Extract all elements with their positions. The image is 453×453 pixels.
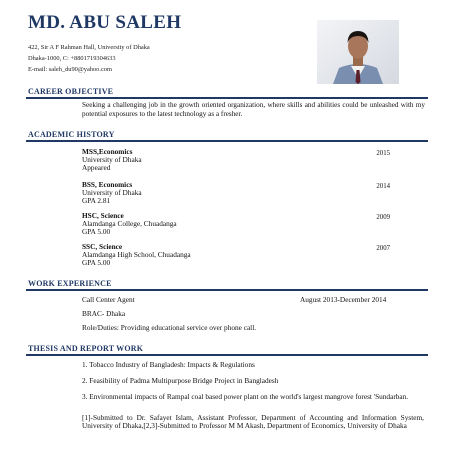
year: 2009 [376, 214, 390, 221]
career-objective-text: Seeking a challenging job in the growth oriented organization, where skills and abilities could be unleashed with my potential exposures to the latest technology as a fresher. [82, 101, 425, 118]
thesis-item: 1. Tobacco Industry of Bangladesh: Impacts & Regulations [82, 360, 255, 369]
year: 2015 [376, 150, 390, 157]
degree: BSS, Economics [82, 180, 133, 189]
result: GPA 5.00 [82, 258, 111, 268]
job-period: August 2013-December 2014 [300, 295, 387, 304]
education-entry [82, 243, 412, 268]
year: 2014 [376, 183, 390, 190]
institution: University of Dhaka [82, 155, 142, 165]
work-experience-heading: WORK EXPERIENCE [28, 279, 112, 288]
degree: MSS,Economics [82, 147, 133, 156]
profile-photo [317, 20, 399, 84]
career-objective-heading: CAREER OBJECTIVE [28, 87, 114, 96]
section-divider [26, 354, 428, 356]
institution: University of Dhaka [82, 188, 142, 198]
year: 2007 [376, 245, 390, 252]
job-position: Call Center Agent [82, 295, 135, 304]
institution: Alamdanga High School, Chuadanga [82, 250, 191, 260]
thesis-item: 2. Feasibility of Padma Multipurpose Bridge Project in Bangladesh [82, 376, 279, 385]
academic-history-heading: ACADEMIC HISTORY [28, 130, 115, 139]
job-duties: Role/Duties: Providing educational service over phone call. [82, 323, 257, 332]
education-entry [82, 148, 412, 173]
degree: HSC, Science [82, 211, 124, 220]
result: GPA 5.00 [82, 227, 111, 237]
thesis-submission-note: [1]-Submitted to Dr. Safayet Islam, Assistant Professor, Department of Accounting and Information System, University of Dhaka,[2,3]-Submitted to Professor M M Akash, Department of Economics, University of Dhaka [82, 413, 424, 431]
thesis-item: 3. Environmental impacts of Rampal coal based power plant on the world's largest mangrove forest 'Sundarban. [82, 392, 409, 401]
job-organization: BRAC- Dhaka [82, 309, 126, 318]
thesis-heading: THESIS AND REPORT WORK [28, 344, 144, 353]
education-entry [82, 181, 412, 206]
email-line: E-mail: saleh_du90@yahoo.com [28, 66, 112, 73]
candidate-name: MD. ABU SALEH [28, 12, 182, 33]
section-divider [26, 289, 428, 291]
address-line-2: Dhaka-1000, C: +8801719304633 [28, 55, 116, 62]
institution: Alamdanga College, Chuadanga [82, 219, 177, 229]
education-entry [82, 212, 412, 237]
result: Appeared [82, 163, 111, 173]
result: GPA 2.81 [82, 196, 111, 206]
section-divider [26, 140, 428, 142]
degree: SSC, Science [82, 242, 123, 251]
address-line-1: 422, Sir A F Rahman Hall, University of Dhaka [28, 44, 150, 51]
section-divider [26, 97, 428, 99]
